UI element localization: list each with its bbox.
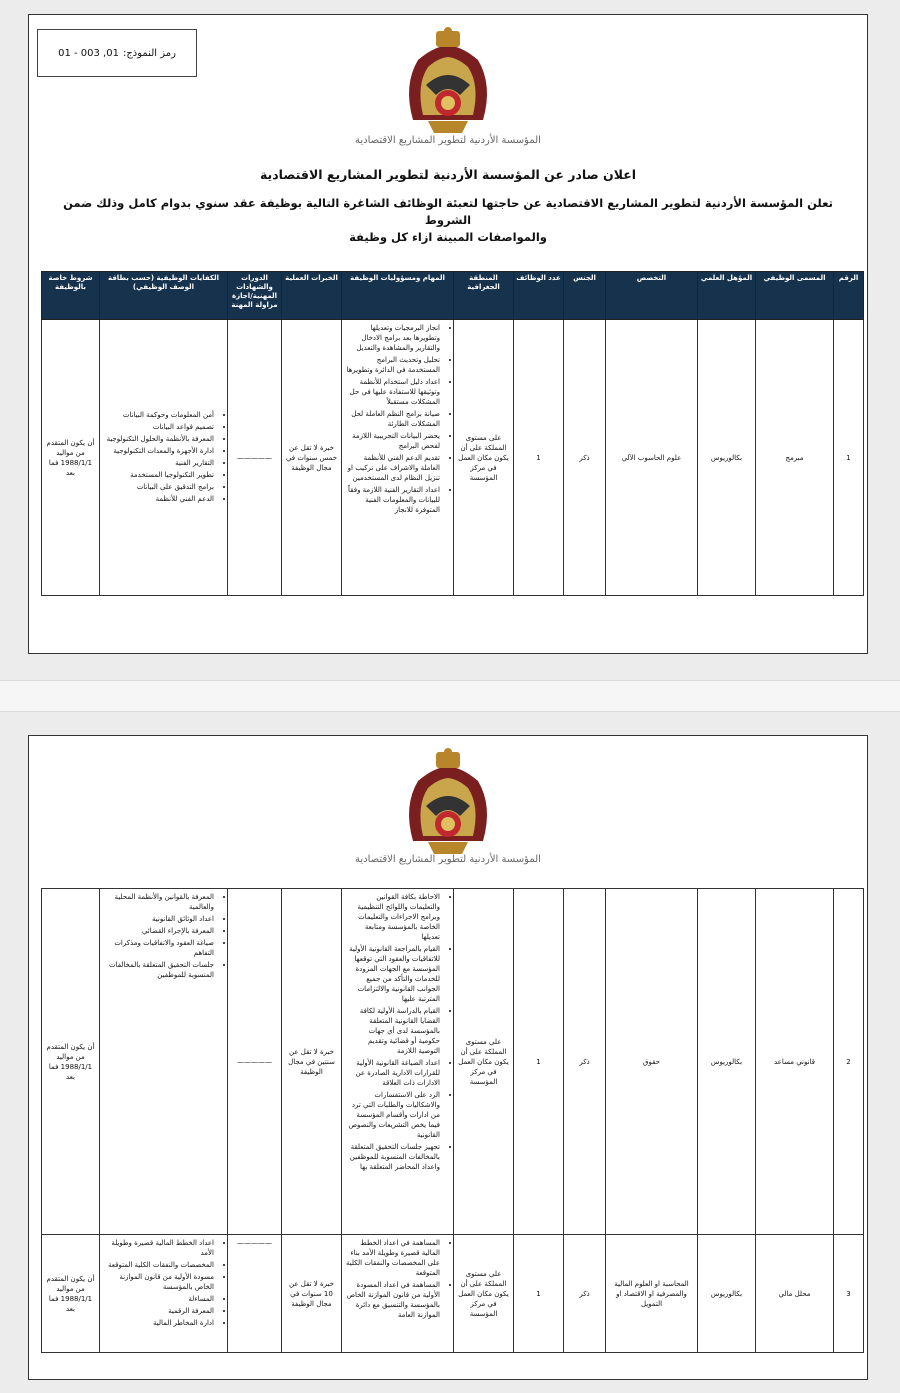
royal-emblem-icon bbox=[388, 746, 508, 866]
list-item: • المساءلة bbox=[103, 1294, 214, 1304]
list-item: • التقارير الفنية bbox=[103, 458, 214, 468]
list-item: • تصميم قواعد البيانات bbox=[103, 422, 214, 432]
job-gender: ذكر bbox=[564, 1235, 606, 1353]
list-item: • المعرفة بالقوانين والأنظمة المحلية والعالمية bbox=[103, 892, 214, 912]
list-item: • المعرفة بالإجراء القضائي bbox=[103, 926, 214, 936]
list-item: • جلسات التحقيق المتعلقة بالمخالفات المنسوبة للموظفين bbox=[103, 960, 214, 980]
jobs-table-page-2 bbox=[41, 888, 864, 1353]
document-page-2 bbox=[28, 735, 868, 1380]
col-header-gender: الجنس bbox=[564, 272, 606, 320]
list-item: • المساهمة في اعداد المسودة الأولية من قانون الموازنة الخاص بالمؤسسة والتنسيق مع دائرة الموازنة العامة bbox=[345, 1280, 440, 1320]
job-conditions: أن يكون المتقدم من مواليد 1988/1/1 فما بعد bbox=[42, 889, 100, 1235]
col-header-number: الرقم bbox=[834, 272, 864, 320]
table-header-row bbox=[42, 272, 864, 320]
job-region: على مستوى المملكة على أن يكون مكان العمل في مركز المؤسسة bbox=[454, 1235, 514, 1353]
list-item: • تجهيز جلسات التحقيق المتعلقة بالمخالفات المنسوبة للموظفين واعداد المحاضر المتعلقة بها bbox=[345, 1142, 440, 1172]
col-header-job-title: المسمى الوظيفي bbox=[756, 272, 834, 320]
list-item: • اعداد دليل استخدام للأنظمة وتوثيقها للاستفادة عليها في حل المشكلات مستقبلاً bbox=[345, 377, 440, 407]
col-header-specialization: التخصص bbox=[606, 272, 698, 320]
job-courses: ————— bbox=[228, 1235, 282, 1353]
list-item: • اعداد التقارير الفنية اللازمة وفقاً للبيانات والمعلومات الفنية المتوفرة للانجاز bbox=[345, 485, 440, 515]
list-item: • اعداد الوثائق القانونية bbox=[103, 914, 214, 924]
table-row bbox=[42, 889, 864, 1235]
list-item: • القيام بالمراجعة القانونية الأولية للاتفاقيات والعقود التي توقعها المؤسسة مع الجهات المزودة للخدمات والتأكد من جميع الجوانب القانونية والالتزامات المترتبة عليها bbox=[345, 944, 440, 1004]
job-count: 1 bbox=[514, 1235, 564, 1353]
job-qualification: بكالوريوس bbox=[698, 889, 756, 1235]
job-number: 1 bbox=[834, 320, 864, 596]
job-specialization: علوم الحاسوب الآلي bbox=[606, 320, 698, 596]
job-specialization: المحاسبة او العلوم المالية والمصرفية او الاقتصاد او التمويل bbox=[606, 1235, 698, 1353]
job-gender: ذكر bbox=[564, 320, 606, 596]
jobs-table-page-1 bbox=[41, 271, 864, 596]
table-row bbox=[42, 1235, 864, 1353]
job-region: على مستوى المملكة على أن يكون مكان العمل في مركز المؤسسة bbox=[454, 320, 514, 596]
job-tasks bbox=[342, 320, 454, 596]
job-count: 1 bbox=[514, 889, 564, 1235]
list-item: • تقديم الدعم الفني للأنظمة العاملة والاشراف على تركيب او تنزيل النظام لدى المستخدمين bbox=[345, 453, 440, 483]
list-item: • صيانة برامج النظم العاملة لحل المشكلات الطارئة bbox=[345, 409, 440, 429]
table-row bbox=[42, 320, 864, 596]
list-item: • اعداد الصياغة القانونية الأولية للقرارات الادارية الصادرة عن الادارات ذات العلاقة bbox=[345, 1058, 440, 1088]
job-qualification: بكالوريوس bbox=[698, 320, 756, 596]
org-subtitle: المؤسسة الأردنية لتطوير المشاريع الاقتصادية bbox=[355, 854, 541, 865]
list-item: • يحضر البيانات التجريبية اللازمة لفحص البرامج bbox=[345, 431, 440, 451]
job-experience: خبرة لا تقل عن سنتين في مجال الوظيفة bbox=[282, 889, 342, 1235]
job-region: على مستوى المملكة على أن يكون مكان العمل في مركز المؤسسة bbox=[454, 889, 514, 1235]
job-qualification: بكالوريوس bbox=[698, 1235, 756, 1353]
page-separator bbox=[0, 680, 900, 712]
job-gender: ذكر bbox=[564, 889, 606, 1235]
form-code-label: رمز النموذج: bbox=[122, 47, 176, 59]
job-conditions: أن يكون المتقدم من مواليد 1988/1/1 فما بعد bbox=[42, 1235, 100, 1353]
job-competencies bbox=[100, 320, 228, 596]
royal-emblem-icon bbox=[388, 25, 508, 145]
list-item: • تحليل وتحديث البرامج المستخدمة في الدائرة وتطويرها bbox=[345, 355, 440, 375]
job-competencies bbox=[100, 889, 228, 1235]
list-item: • القيام بالدراسة الأولية لكافة القضايا القانونية المتعلقة بالمؤسسة لدى أي جهات حكومية أو قضائية وتقديم التوصية اللازمة bbox=[345, 1006, 440, 1056]
list-item: • أمن المعلومات وحوكمة البيانات bbox=[103, 410, 214, 420]
job-tasks bbox=[342, 1235, 454, 1353]
list-item: • المخصصات والنفقات الكلية المتوقعة bbox=[103, 1260, 214, 1270]
col-header-region: المنطقة الجغرافية bbox=[454, 272, 514, 320]
list-item: • برامج التدقيق على البيانات bbox=[103, 482, 214, 492]
form-code-value: 01 - 003 ,01 bbox=[58, 47, 119, 59]
form-code-box bbox=[37, 29, 197, 77]
job-experience: خبرة لا تقل عن 10 سنوات في مجال الوظيفة bbox=[282, 1235, 342, 1353]
job-specialization: حقوق bbox=[606, 889, 698, 1235]
list-item: • تطوير التكنولوجيا المستخدمة bbox=[103, 470, 214, 480]
job-tasks bbox=[342, 889, 454, 1235]
job-title: مبرمج bbox=[756, 320, 834, 596]
list-item: • الدعم الفني للأنظمة bbox=[103, 494, 214, 504]
list-item: • المعرفة بالأنظمة والحلول التكنولوجية bbox=[103, 434, 214, 444]
list-item: • الاحاطة بكافة القوانين والتعليمات واللوائح التنظيمية وبرامج الاجراءات والتعليمات الخاصة بالمؤسسة ومتابعة تعديلها bbox=[345, 892, 440, 942]
col-header-experience: الخبرات العملية bbox=[282, 272, 342, 320]
list-item: • انجاز البرمجيات وتعديلها وتطويرها بعد برامج الادخال والتقارير والمشاهدة والتعديل bbox=[345, 323, 440, 353]
list-item: • ادارة المخاطر المالية bbox=[103, 1318, 214, 1328]
job-courses: ————— bbox=[228, 320, 282, 596]
list-item: • مسودة الأولية من قانون الموازنة الخاص بالمؤسسة bbox=[103, 1272, 214, 1292]
col-header-competencies: الكفايات الوظيفية (حسب بطاقة الوصف الوظيفي) bbox=[100, 272, 228, 320]
list-item: • الرد على الاستفسارات والاشكاليات والطلبات التي ترد من ادارات وأقسام المؤسسة فيما يخص التشريعات والنصوص القانونية bbox=[345, 1090, 440, 1140]
job-title: قانوني مساعد bbox=[756, 889, 834, 1235]
job-number: 3 bbox=[834, 1235, 864, 1353]
col-header-tasks: المهام ومسؤوليات الوظيفة bbox=[342, 272, 454, 320]
document-page-1 bbox=[28, 14, 868, 654]
list-item: • المساهمة في اعداد الخطط المالية قصيرة وطويلة الأمد بناء على المخصصات والنفقات الكلية المتوقعة bbox=[345, 1238, 440, 1278]
col-header-courses: الدورات والشهادات المهنية/اجازة مزاولة المهنة bbox=[228, 272, 282, 320]
intro-line-1: تعلن المؤسسة الأردنية لتطوير المشاريع الاقتصادية عن حاجتها لتعبئة الوظائف الشاغرة التالية بوظيفة عقد سنوي بدوام كامل وذلك ضمن الشروط bbox=[63, 196, 833, 227]
job-courses: ————— bbox=[228, 889, 282, 1235]
list-item: • ادارة الأجهزة والمعدات التكنولوجية bbox=[103, 446, 214, 456]
job-conditions: أن يكون المتقدم من مواليد 1988/1/1 فما بعد bbox=[42, 320, 100, 596]
col-header-count: عدد الوظائف bbox=[514, 272, 564, 320]
org-subtitle: المؤسسة الأردنية لتطوير المشاريع الاقتصادية bbox=[355, 135, 541, 146]
list-item: • اعداد الخطط المالية قصيرة وطويلة الأمد bbox=[103, 1238, 214, 1258]
job-competencies bbox=[100, 1235, 228, 1353]
job-experience: خبرة لا تقل عن خمس سنوات في مجال الوظيفة bbox=[282, 320, 342, 596]
col-header-qualification: المؤهل العلمي bbox=[698, 272, 756, 320]
job-count: 1 bbox=[514, 320, 564, 596]
list-item: • المعرفة الرقمية bbox=[103, 1306, 214, 1316]
announcement-intro bbox=[39, 195, 857, 246]
job-number: 2 bbox=[834, 889, 864, 1235]
intro-line-2: والمواصفات المبينة ازاء كل وظيفة bbox=[349, 230, 547, 244]
list-item: • صياغة العقود والاتفاقيات ومذكرات التفاهم bbox=[103, 938, 214, 958]
announcement-title: اعلان صادر عن المؤسسة الأردنية لتطوير المشاريع الاقتصادية bbox=[259, 167, 637, 182]
col-header-conditions: شروط خاصة بالوظيفة bbox=[42, 272, 100, 320]
job-title: محلل مالي bbox=[756, 1235, 834, 1353]
